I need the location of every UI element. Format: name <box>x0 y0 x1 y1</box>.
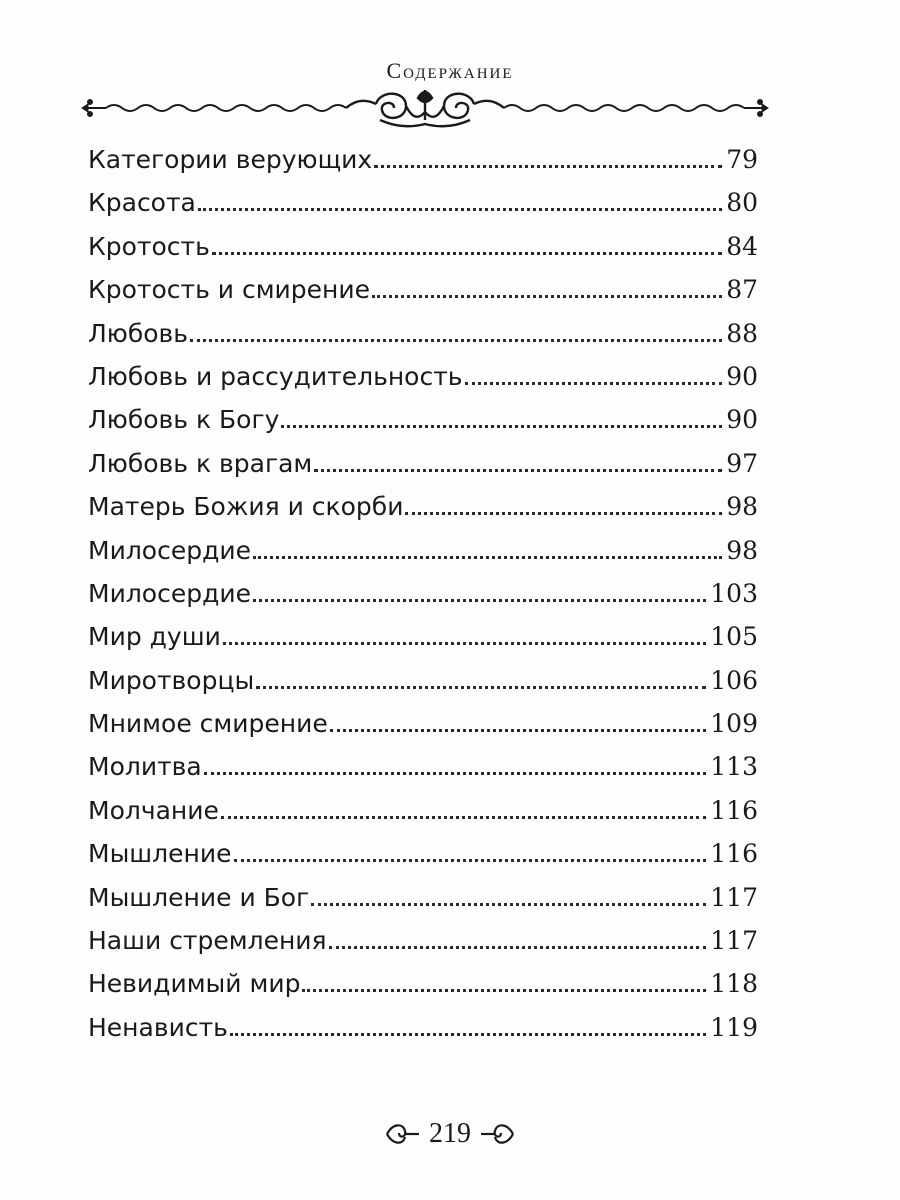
toc-entry[interactable] <box>88 275 758 318</box>
toc-entry-title: Мышление и Бог <box>88 882 310 912</box>
toc-entry[interactable] <box>88 319 758 362</box>
toc-entry[interactable] <box>88 536 758 579</box>
toc-entry-title: Любовь к Богу <box>88 405 280 435</box>
left-wave-line <box>106 105 346 111</box>
toc-entry-title: Красота <box>88 188 196 218</box>
dot-leader <box>281 425 722 428</box>
toc-entry-page: 98 <box>726 535 758 565</box>
page-number: 219 <box>429 1118 471 1149</box>
toc-entry-title: Ненависть <box>88 1012 228 1042</box>
toc-entry[interactable] <box>88 926 758 969</box>
dot-leader <box>212 252 722 255</box>
right-wave-line <box>504 105 744 111</box>
toc-entry-title: Любовь <box>88 318 189 348</box>
toc-entry-page: 79 <box>726 145 758 174</box>
toc-entry-page: 90 <box>726 405 758 435</box>
toc-entry-page: 98 <box>726 492 758 522</box>
toc-entry-title: Любовь к врагам <box>88 448 313 478</box>
toc-entry[interactable] <box>88 752 758 795</box>
toc-entry[interactable] <box>88 362 758 405</box>
dot-leader <box>221 816 706 819</box>
dot-leader <box>253 599 706 602</box>
toc-entry-page: 119 <box>710 1012 758 1042</box>
toc-entry-page: 84 <box>726 231 758 261</box>
dot-leader <box>234 859 707 862</box>
toc-entry-page: 88 <box>726 318 758 348</box>
dot-leader <box>198 208 722 211</box>
toc-entry[interactable] <box>88 449 758 492</box>
toc-entry[interactable] <box>88 579 758 622</box>
left-fleuron-icon <box>82 100 106 117</box>
dot-leader <box>311 903 706 906</box>
dot-leader <box>253 556 722 559</box>
page-title: Содержание <box>386 58 514 83</box>
table-of-contents <box>88 145 758 1056</box>
toc-entry[interactable] <box>88 145 758 188</box>
toc-entry[interactable] <box>88 709 758 752</box>
dot-leader <box>465 382 723 385</box>
toc-entry-page: 87 <box>726 275 758 305</box>
toc-entry-page: 106 <box>710 665 758 695</box>
left-fleuron-icon <box>385 1121 421 1147</box>
toc-entry-title: Матерь Божия и скорби <box>88 492 404 522</box>
toc-entry-title: Мышление <box>88 839 232 869</box>
toc-entry-page: 113 <box>710 752 758 782</box>
toc-entry[interactable] <box>88 405 758 448</box>
toc-entry-title: Мир души <box>88 622 221 652</box>
toc-entry-title: Милосердие <box>88 535 252 565</box>
toc-entry-title: Кротость и смирение <box>88 275 371 305</box>
toc-entry[interactable] <box>88 839 758 882</box>
toc-entry-title: Кротость <box>88 231 210 261</box>
right-fleuron-icon <box>479 1121 515 1147</box>
toc-entry-page: 117 <box>710 882 758 912</box>
dot-leader <box>330 729 707 732</box>
toc-entry[interactable] <box>88 622 758 665</box>
toc-entry-page: 116 <box>710 795 758 825</box>
toc-entry-title: Невидимый мир <box>88 969 301 999</box>
toc-entry[interactable] <box>88 796 758 839</box>
toc-entry-page: 80 <box>726 188 758 218</box>
toc-entry[interactable] <box>88 969 758 1012</box>
dot-leader <box>372 295 722 298</box>
toc-entry-page: 90 <box>726 361 758 391</box>
toc-entry[interactable] <box>88 232 758 275</box>
toc-entry-title: Мнимое смирение <box>88 709 328 739</box>
page-footer <box>0 1118 900 1150</box>
dot-leader <box>256 686 706 689</box>
dot-leader <box>204 772 707 775</box>
toc-entry[interactable] <box>88 188 758 231</box>
toc-entry-title: Молчание <box>88 795 219 825</box>
toc-entry-page: 103 <box>710 578 758 608</box>
dot-leader <box>302 989 706 992</box>
dot-leader <box>405 512 722 515</box>
toc-entry-title: Категории верующих <box>88 145 373 174</box>
toc-entry[interactable] <box>88 492 758 535</box>
toc-entry-page: 105 <box>710 622 758 652</box>
right-fleuron-icon <box>744 100 768 117</box>
dot-leader <box>190 339 722 342</box>
dot-leader <box>374 165 722 168</box>
toc-entry-title: Милосердие <box>88 578 252 608</box>
toc-entry-page: 118 <box>710 969 758 999</box>
toc-entry-page: 116 <box>710 839 758 869</box>
toc-entry-page: 109 <box>710 709 758 739</box>
center-ornament-icon <box>346 90 504 126</box>
scroll-ornament-icon <box>80 86 770 136</box>
toc-entry[interactable] <box>88 666 758 709</box>
toc-entry-title: Любовь и рассудительность <box>88 361 463 391</box>
dot-leader <box>230 1033 706 1036</box>
dot-leader <box>314 469 722 472</box>
toc-entry-title: Наши стремления <box>88 926 327 956</box>
dot-leader <box>329 946 707 949</box>
toc-entry-title: Миротворцы <box>88 665 255 695</box>
toc-entry[interactable] <box>88 1013 758 1056</box>
toc-entry-page: 97 <box>726 448 758 478</box>
toc-entry[interactable] <box>88 883 758 926</box>
toc-entry-title: Молитва <box>88 752 202 782</box>
toc-entry-page: 117 <box>710 926 758 956</box>
dot-leader <box>223 642 706 645</box>
